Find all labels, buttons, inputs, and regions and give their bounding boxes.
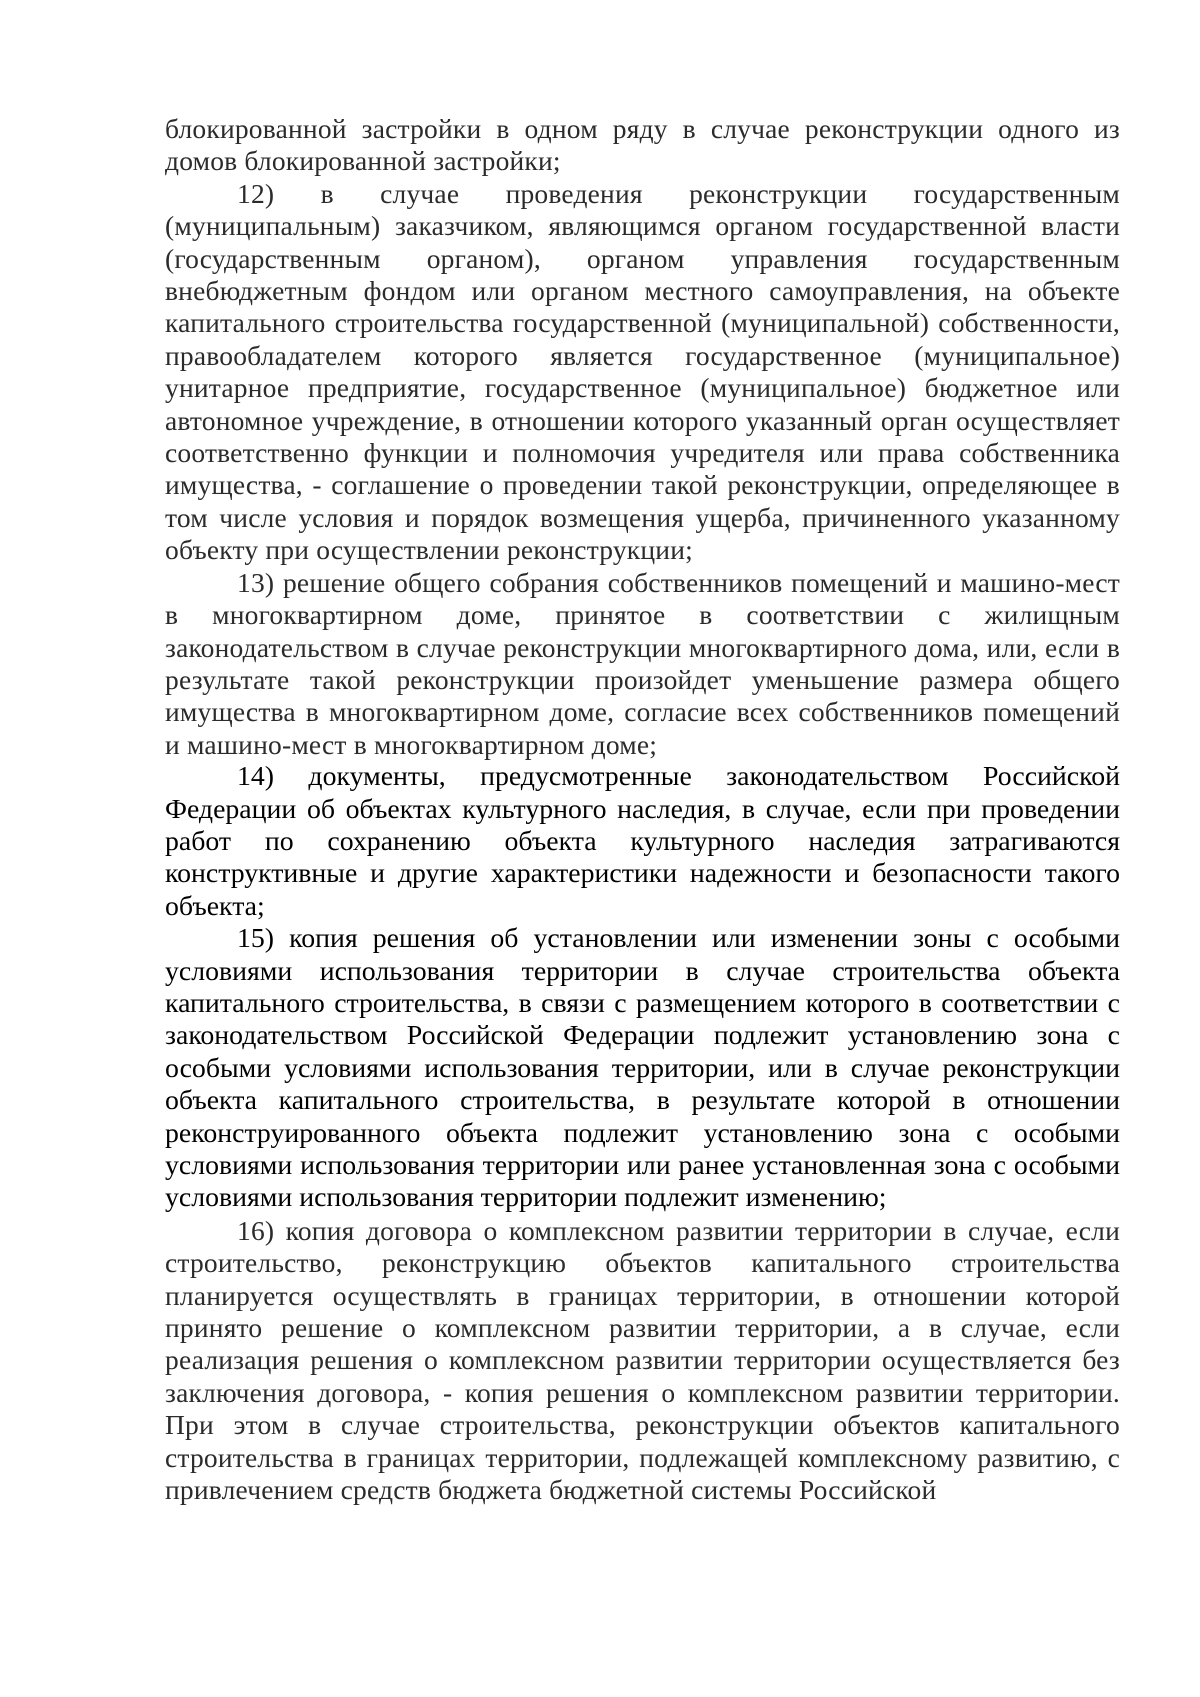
paragraph-item-15: 15) копия решения об установлении или изменении зоны с особыми условиями использования территории в случае строительства объекта капитального строительства, в связи с размещением которого в соответствии с законодательством Российской Федерации подлежит установлению зона с особыми условиями использования территории, или в случае реконструкции объекта капитального строительства, в результате которой в отношении реконструированного объекта подлежит установлению зона с особыми условиями использования территории или ранее установленная зона с особыми условиями использования территории подлежит изменению;: [165, 923, 1120, 1214]
paragraph-continuation: блокированной застройки в одном ряду в случае реконструкции одного из домов блокированной застройки;: [165, 113, 1120, 177]
paragraph-item-14: 14) документы, предусмотренные законодательством Российской Федерации об объектах культурного наследия, в случае, если при проведении работ по сохранению объекта культурного наследия затрагиваются конструктивные и другие характеристики надежности и безопасности такого объекта;: [165, 761, 1120, 922]
paragraph-item-16: 16) копия договора о комплексном развитии территории в случае, если строительство, реконструкцию объектов капитального строительства планируется осуществлять в границах территории, в отношении которой принято решение о комплексном развитии территории, а в случае, если реализация решения о комплексном развитии территории осуществляется без заключения договора, - копия решения о комплексном развитии территории. При этом в случае строительства, реконструкции объектов капитального строительства в границах территории, подлежащей комплексному развитию, с привлечением средств бюджета бюджетной системы Российской: [165, 1214, 1120, 1506]
paragraph-item-12: 12) в случае проведения реконструкции государственным (муниципальным) заказчиком, являющимся органом государственной власти (государственным органом), органом управления государственным внебюджетным фондом или органом местного самоуправления, на объекте капитального строительства государственной (муниципальной) собственности, правообладателем которого является государственное (муниципальное) унитарное предприятие, государственное (муниципальное) бюджетное или автономное учреждение, в отношении которого указанный орган осуществляет соответственно функции и полномочия учредителя или права собственника имущества, - соглашение о проведении такой реконструкции, определяющее в том числе условия и порядок возмещения ущерба, причиненного указанному объекту при осуществлении реконструкции;: [165, 177, 1120, 566]
paragraph-item-13: 13) решение общего собрания собственников помещений и машино-мест в многоквартирном доме, принятое в соответствии с жилищным законодательством в случае реконструкции многоквартирного дома, или, если в результате такой реконструкции произойдет уменьшение размера общего имущества в многоквартирном доме, согласие всех собственников помещений и машино-мест в многоквартирном доме;: [165, 566, 1120, 760]
document-page: [165, 113, 1120, 1506]
